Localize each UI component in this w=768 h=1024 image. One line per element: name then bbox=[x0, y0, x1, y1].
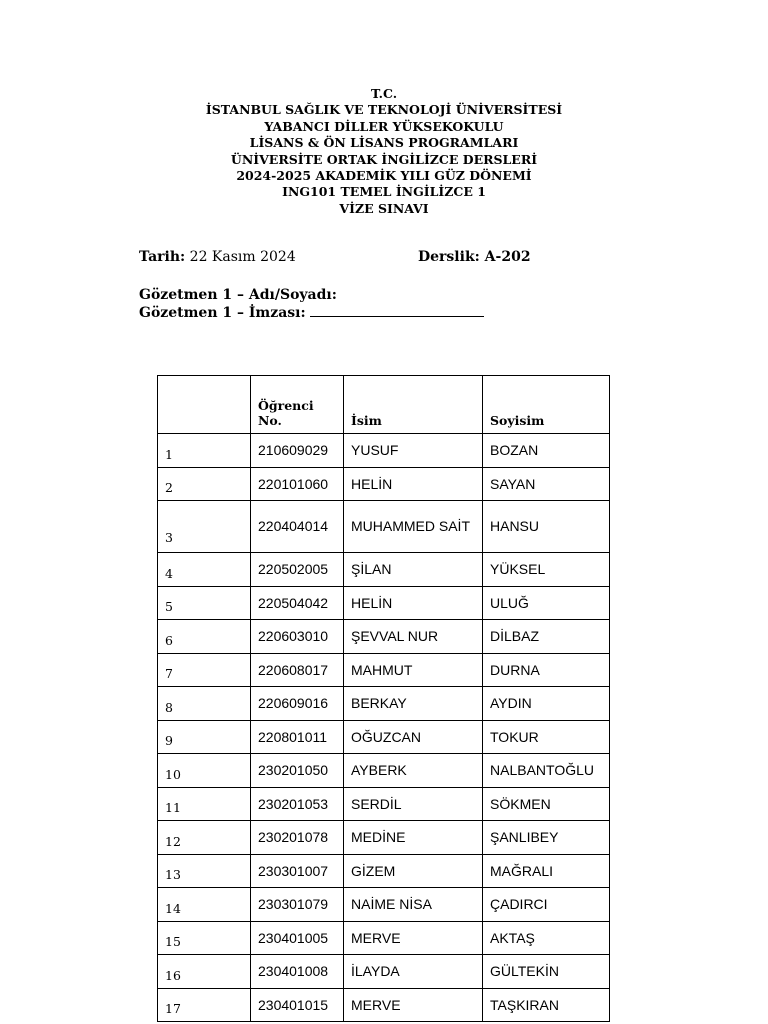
student-name: AYBERK bbox=[344, 754, 483, 788]
student-number: 230301007 bbox=[251, 854, 344, 888]
student-number: 220603010 bbox=[251, 620, 344, 654]
table-row bbox=[158, 434, 610, 468]
row-index: 6 bbox=[158, 620, 251, 654]
header-line-country: T.C. bbox=[370, 86, 398, 101]
student-name: MAHMUT bbox=[344, 653, 483, 687]
table-row bbox=[158, 501, 610, 553]
row-index: 8 bbox=[158, 687, 251, 721]
row-index: 1 bbox=[158, 434, 251, 468]
student-table bbox=[157, 375, 610, 1022]
row-index: 2 bbox=[158, 467, 251, 501]
exam-room bbox=[418, 248, 531, 266]
student-surname: ÇADIRCI bbox=[483, 888, 610, 922]
header-line-term: 2024-2025 AKADEMİK YILI GÜZ DÖNEMİ bbox=[236, 168, 532, 184]
student-number: 230201053 bbox=[251, 787, 344, 821]
proctor-signature bbox=[139, 304, 484, 322]
table-row bbox=[158, 586, 610, 620]
row-index: 12 bbox=[158, 821, 251, 855]
table-row bbox=[158, 720, 610, 754]
student-name: MEDİNE bbox=[344, 821, 483, 855]
row-index: 7 bbox=[158, 653, 251, 687]
header-line-course-group: ÜNİVERSİTE ORTAK İNGİLİZCE DERSLERİ bbox=[230, 151, 538, 167]
student-name: BERKAY bbox=[344, 687, 483, 721]
student-number: 230201050 bbox=[251, 754, 344, 788]
column-header-index bbox=[158, 376, 251, 434]
header-line-university: İSTANBUL SAĞLIK VE TEKNOLOJİ ÜNİVERSİTESİ bbox=[205, 102, 563, 118]
row-index: 10 bbox=[158, 754, 251, 788]
student-number: 230401015 bbox=[251, 988, 344, 1022]
column-header-student-no: Öğrenci No. bbox=[251, 376, 344, 434]
student-surname: SAYAN bbox=[483, 467, 610, 501]
table-row bbox=[158, 687, 610, 721]
student-number: 230301079 bbox=[251, 888, 344, 922]
header-line-exam: VİZE SINAVI bbox=[339, 200, 429, 216]
student-surname: ŞANLIBEY bbox=[483, 821, 610, 855]
student-surname: NALBANTOĞLU bbox=[483, 754, 610, 788]
student-name: HELİN bbox=[344, 586, 483, 620]
student-number: 230401005 bbox=[251, 921, 344, 955]
room-label: Derslik: A-202 bbox=[418, 249, 531, 265]
table-row bbox=[158, 620, 610, 654]
student-surname: YÜKSEL bbox=[483, 553, 610, 587]
student-surname: AKTAŞ bbox=[483, 921, 610, 955]
row-index: 5 bbox=[158, 586, 251, 620]
table-header-row bbox=[158, 376, 610, 434]
student-name: MUHAMMED SAİT bbox=[344, 501, 483, 553]
signature-line bbox=[310, 304, 484, 317]
column-header-name: İsim bbox=[344, 376, 483, 434]
row-index: 15 bbox=[158, 921, 251, 955]
student-number: 210609029 bbox=[251, 434, 344, 468]
student-surname: SÖKMEN bbox=[483, 787, 610, 821]
table-row bbox=[158, 787, 610, 821]
student-number: 220101060 bbox=[251, 467, 344, 501]
date-value: 22 Kasım 2024 bbox=[189, 249, 296, 265]
row-index: 17 bbox=[158, 988, 251, 1022]
student-name: OĞUZCAN bbox=[344, 720, 483, 754]
header-line-programs: LİSANS & ÖN LİSANS PROGRAMLARI bbox=[249, 135, 519, 151]
row-index: 11 bbox=[158, 787, 251, 821]
row-index: 9 bbox=[158, 720, 251, 754]
proctor-signature-label: Gözetmen 1 – İmzası: bbox=[139, 305, 306, 321]
student-number: 230201078 bbox=[251, 821, 344, 855]
student-surname: BOZAN bbox=[483, 434, 610, 468]
student-name: İLAYDA bbox=[344, 955, 483, 989]
student-surname: TAŞKIRAN bbox=[483, 988, 610, 1022]
table-row bbox=[158, 888, 610, 922]
table-row bbox=[158, 754, 610, 788]
date-label: Tarih: bbox=[139, 249, 186, 265]
student-surname: GÜLTEKİN bbox=[483, 955, 610, 989]
student-number: 220801011 bbox=[251, 720, 344, 754]
proctor-name bbox=[139, 286, 337, 304]
student-name: MERVE bbox=[344, 988, 483, 1022]
table-row bbox=[158, 653, 610, 687]
student-surname: DURNA bbox=[483, 653, 610, 687]
student-number: 220404014 bbox=[251, 501, 344, 553]
student-surname: HANSU bbox=[483, 501, 610, 553]
row-index: 3 bbox=[158, 501, 251, 553]
student-surname: ULUĞ bbox=[483, 586, 610, 620]
student-name: ŞİLAN bbox=[344, 553, 483, 587]
table-row bbox=[158, 821, 610, 855]
student-surname: TOKUR bbox=[483, 720, 610, 754]
student-number: 220609016 bbox=[251, 687, 344, 721]
table-row bbox=[158, 988, 610, 1022]
table-row bbox=[158, 921, 610, 955]
table-row bbox=[158, 955, 610, 989]
student-surname: MAĞRALI bbox=[483, 854, 610, 888]
table-row bbox=[158, 467, 610, 501]
table-row bbox=[158, 553, 610, 587]
student-name: YUSUF bbox=[344, 434, 483, 468]
student-number: 230401008 bbox=[251, 955, 344, 989]
row-index: 13 bbox=[158, 854, 251, 888]
student-number: 220502005 bbox=[251, 553, 344, 587]
student-surname: DİLBAZ bbox=[483, 620, 610, 654]
student-name: ŞEVVAL NUR bbox=[344, 620, 483, 654]
proctor-name-label: Gözetmen 1 – Adı/Soyadı: bbox=[139, 287, 337, 303]
student-number: 220504042 bbox=[251, 586, 344, 620]
row-index: 14 bbox=[158, 888, 251, 922]
document-header bbox=[0, 86, 768, 217]
header-line-course: ING101 TEMEL İNGİLİZCE 1 bbox=[282, 184, 486, 200]
exam-date bbox=[139, 248, 296, 266]
student-number: 220608017 bbox=[251, 653, 344, 687]
student-name: SERDİL bbox=[344, 787, 483, 821]
student-name: GİZEM bbox=[344, 854, 483, 888]
row-index: 4 bbox=[158, 553, 251, 587]
table-row bbox=[158, 854, 610, 888]
row-index: 16 bbox=[158, 955, 251, 989]
column-header-surname: Soyisim bbox=[483, 376, 610, 434]
student-surname: AYDIN bbox=[483, 687, 610, 721]
header-line-school: YABANCI DİLLER YÜKSEKOKULU bbox=[264, 118, 504, 134]
student-name: NAİME NİSA bbox=[344, 888, 483, 922]
student-name: MERVE bbox=[344, 921, 483, 955]
student-name: HELİN bbox=[344, 467, 483, 501]
